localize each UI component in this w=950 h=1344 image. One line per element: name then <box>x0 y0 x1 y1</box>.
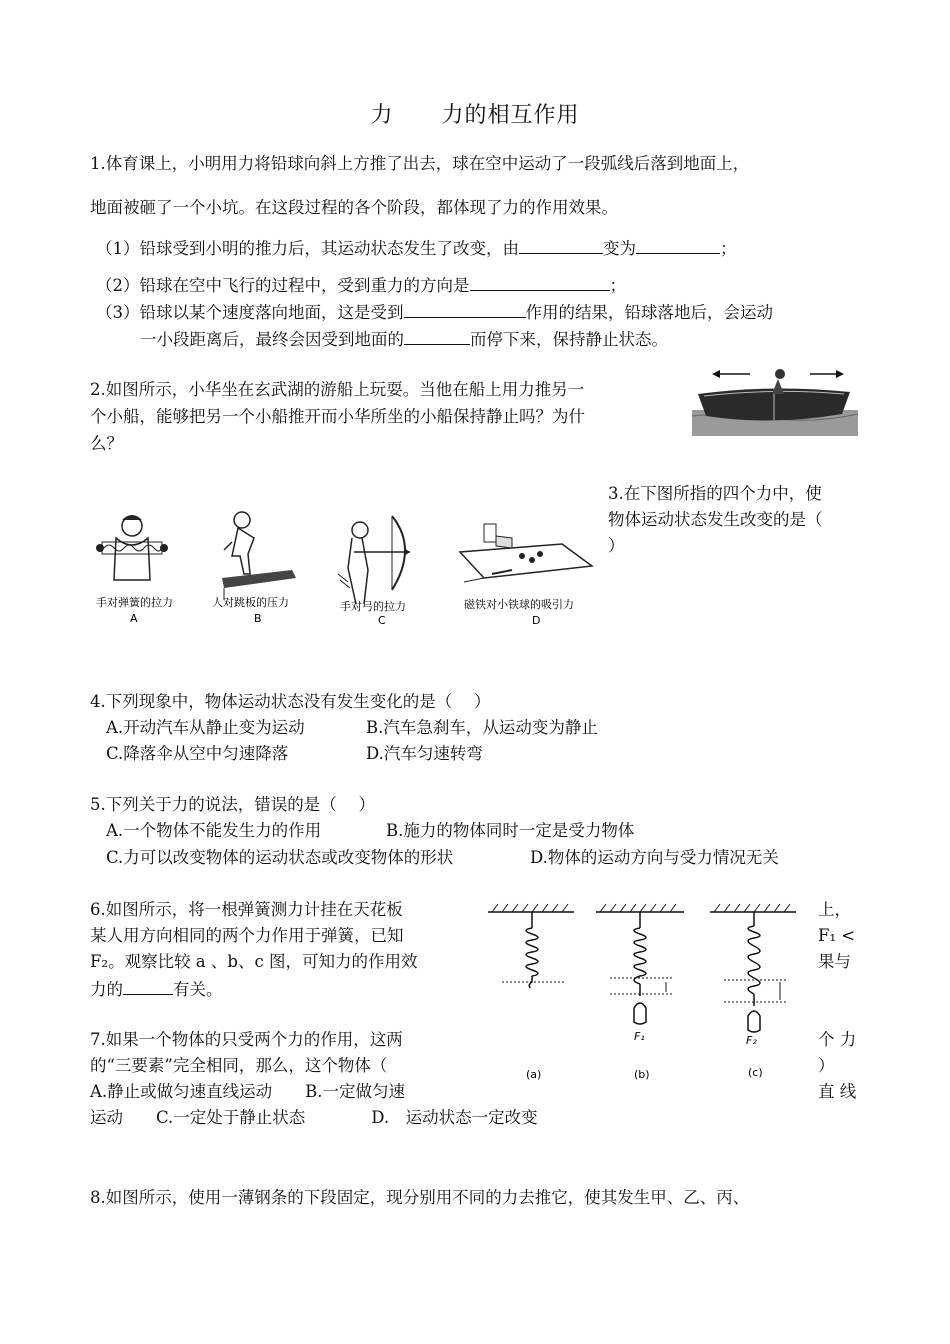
q6-line3-right: 果与 <box>818 952 851 971</box>
q6-line4: 力的 有关。 <box>90 976 223 1002</box>
q6-line2-right: F₁ < <box>818 926 856 945</box>
q2-line2: 个小船，能够把另一个小船推开而小华所坐的小船保持静止吗？为什 <box>90 407 585 426</box>
q5-option-a[interactable]: A.一个物体不能发生力的作用 <box>106 821 322 840</box>
q4-option-a[interactable]: A.开动汽车从静止变为运动 <box>106 718 305 737</box>
q6-line3: F₂。观察比较 a 、b、c 图，可知力的作用效 <box>90 952 418 971</box>
figure-c-bow <box>338 516 410 604</box>
q7-line3-right: 直 线 <box>818 1082 857 1101</box>
q4-option-d[interactable]: D.汽车匀速转弯 <box>366 744 483 763</box>
label-c: C <box>378 614 386 627</box>
q1-part2: （2）铅球在空中飞行的过程中，受到重力的方向是 ； <box>96 272 626 298</box>
q6-line1: 6.如图所示，将一根弹簧测力计挂在天花板 <box>90 900 403 919</box>
answer-blank[interactable] <box>636 235 720 254</box>
four-forces-figure <box>92 508 602 628</box>
q8-line1: 8.如图所示，使用一薄钢条的下段固定，现分别用不同的力去推它，使其发生甲、乙、丙、 <box>90 1188 750 1207</box>
q1-part3-line2: 一小段距离后，最终会因受到地面的 而停下来，保持静止状态。 <box>140 326 668 352</box>
answer-blank[interactable] <box>404 326 470 345</box>
q1-part3-line1: （3）铅球以某个速度落向地面，这是受到 作用的结果，铅球落地后，会运动 <box>96 299 773 325</box>
q1-part1: （1）铅球受到小明的推力后，其运动状态发生了改变，由 变为 ； <box>96 235 737 261</box>
q7-line2-right: ） <box>818 1056 835 1075</box>
figure-a-spring <box>96 515 168 580</box>
label-a: A <box>130 612 138 625</box>
q6-line1-right: 上， <box>818 900 851 919</box>
spring-figure <box>484 898 810 1084</box>
q7-line1-right: 个 力 <box>818 1030 857 1049</box>
label-d: D <box>532 614 541 627</box>
boat-illustration <box>692 364 858 436</box>
q3-line2: 物体运动状态发生改变的是（ <box>608 510 823 529</box>
q7-line2: 的“三要素”完全相同，那么，这个物体（ <box>90 1056 388 1075</box>
q3-line3: ） <box>608 536 625 555</box>
answer-blank[interactable] <box>404 299 526 318</box>
q4-option-c[interactable]: C.降落伞从空中匀速降落 <box>106 744 289 763</box>
fig-label-a: (a) <box>526 1068 542 1081</box>
figure-d-magnet <box>460 524 592 582</box>
q4-stem: 4.下列现象中，物体运动状态没有发生变化的是（ ） <box>90 692 491 711</box>
fig-label-c: (c) <box>748 1066 763 1079</box>
q5-option-d[interactable]: D.物体的运动方向与受力情况无关 <box>530 848 779 867</box>
figure-b-diving-board <box>222 512 296 600</box>
answer-blank[interactable] <box>123 976 173 995</box>
q1-line1: 1.体育课上，小明用力将铅球向斜上方推了出去，球在空中运动了一段弧线后落到地面上， <box>90 154 750 173</box>
caption-c: 手对弓的拉力 <box>340 600 406 613</box>
answer-blank[interactable] <box>519 235 603 254</box>
answer-blank[interactable] <box>470 272 610 291</box>
caption-a: 手对弹簧的拉力 <box>96 596 173 609</box>
q3-line1: 3.在下图所指的四个力中，使 <box>608 484 822 503</box>
q7-line1: 7.如果一个物体的只受两个力的作用，这两 <box>90 1030 403 1049</box>
q1-line2: 地面被砸了一个小坑。在这段过程的各个阶段，都体现了力的作用效果。 <box>90 198 618 217</box>
force-label-f2: F₂ <box>746 1034 757 1047</box>
force-label-f1: F₁ <box>634 1030 645 1043</box>
fig-label-b: (b) <box>634 1068 650 1081</box>
q2-line3: 么？ <box>90 434 123 453</box>
caption-b: 人对跳板的压力 <box>212 596 289 609</box>
q5-option-b[interactable]: B.施力的物体同时一定是受力物体 <box>386 821 635 840</box>
caption-d: 磁铁对小铁球的吸引力 <box>464 598 574 611</box>
q6-line2: 某人用方向相同的两个力作用于弹簧，已知 <box>90 926 404 945</box>
label-b: B <box>254 612 262 625</box>
page-title: 力 力的相互作用 <box>370 103 580 128</box>
q2-line1: 2.如图所示，小华坐在玄武湖的游船上玩耍。当他在船上用力推另一 <box>90 380 585 399</box>
q5-option-c[interactable]: C.力可以改变物体的运动状态或改变物体的形状 <box>106 848 454 867</box>
q7-line4: 运动 C.一定处于静止状态 D. 运动状态一定改变 <box>90 1108 538 1127</box>
q7-line3: A.静止或做匀速直线运动 B.一定做匀速 <box>90 1082 406 1101</box>
q4-option-b[interactable]: B.汽车急刹车，从运动变为静止 <box>366 718 598 737</box>
q5-stem: 5.下列关于力的说法，错误的是（ ） <box>90 795 375 814</box>
